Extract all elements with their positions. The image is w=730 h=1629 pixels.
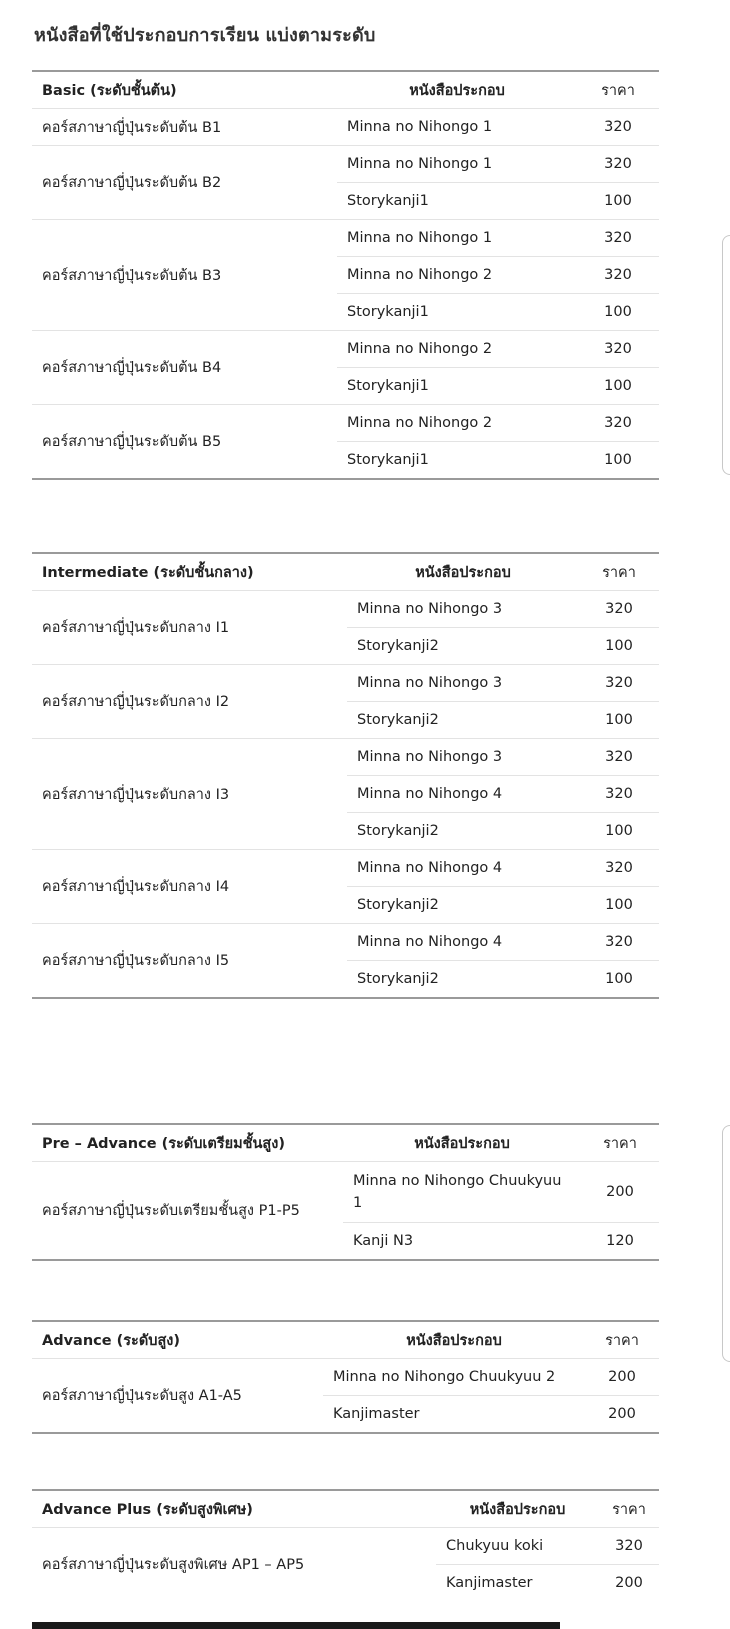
book-price: 100 — [579, 961, 659, 999]
book-title: Chukyuu koki — [436, 1528, 599, 1565]
book-price: 320 — [577, 331, 659, 368]
scroll-edge-indicator — [722, 235, 730, 475]
basic-books-table — [32, 70, 659, 480]
table-row — [32, 924, 659, 961]
table-row — [32, 1528, 659, 1565]
table-row — [32, 146, 659, 183]
section-heading: Basic (ระดับชั้นต้น) — [42, 82, 177, 99]
book-title: Minna no Nihongo 1 — [337, 220, 577, 257]
book-price: 320 — [579, 591, 659, 628]
book-price: 320 — [577, 146, 659, 183]
book-title: Minna no Nihongo 2 — [337, 331, 577, 368]
book-price: 320 — [577, 109, 659, 146]
book-price: 100 — [577, 442, 659, 480]
book-price: 320 — [579, 739, 659, 776]
book-title: Minna no Nihongo 3 — [347, 591, 579, 628]
advance-plus-books-table — [32, 1489, 659, 1601]
book-price: 200 — [599, 1565, 659, 1602]
book-title: Minna no Nihongo 2 — [337, 257, 577, 294]
book-price: 320 — [579, 924, 659, 961]
course-name: คอร์สภาษาญี่ปุ่นระดับต้น B5 — [32, 405, 337, 480]
book-title: Minna no Nihongo 4 — [347, 924, 579, 961]
book-price: 100 — [579, 887, 659, 924]
book-price: 100 — [579, 702, 659, 739]
price-column-header: ราคา — [603, 1135, 637, 1152]
course-name: คอร์สภาษาญี่ปุ่นระดับสูงพิเศษ AP1 – AP5 — [32, 1528, 436, 1602]
book-title: Minna no Nihongo 4 — [347, 776, 579, 813]
book-title: Kanji N3 — [343, 1223, 581, 1261]
course-name: คอร์สภาษาญี่ปุ่นระดับกลาง I4 — [32, 850, 347, 924]
book-title: Storykanji2 — [347, 887, 579, 924]
book-column-header: หนังสือประกอบ — [409, 82, 505, 99]
book-title: Minna no Nihongo 1 — [337, 146, 577, 183]
book-title: Storykanji1 — [337, 368, 577, 405]
table-row — [32, 109, 659, 146]
book-column-header: หนังสือประกอบ — [406, 1332, 502, 1349]
book-title: Storykanji2 — [347, 702, 579, 739]
price-column-header: ราคา — [602, 564, 636, 581]
intermediate-books-table — [32, 552, 659, 999]
table-row — [32, 739, 659, 776]
book-title: Minna no Nihongo 2 — [337, 405, 577, 442]
book-title: Minna no Nihongo Chuukyuu 2 — [323, 1359, 585, 1396]
book-price: 320 — [577, 405, 659, 442]
book-price: 200 — [585, 1396, 659, 1434]
book-price: 320 — [579, 665, 659, 702]
section-heading: Intermediate (ระดับชั้นกลาง) — [42, 564, 254, 581]
book-title: Minna no Nihongo 1 — [337, 109, 577, 146]
table-row — [32, 1359, 659, 1396]
table-row — [32, 331, 659, 368]
book-price: 200 — [581, 1162, 659, 1223]
book-title: Storykanji2 — [347, 961, 579, 999]
book-title: Minna no Nihongo 3 — [347, 665, 579, 702]
book-price: 200 — [585, 1359, 659, 1396]
book-column-header: หนังสือประกอบ — [415, 564, 511, 581]
price-column-header: ราคา — [605, 1332, 639, 1349]
book-price: 120 — [581, 1223, 659, 1261]
course-name: คอร์สภาษาญี่ปุ่นระดับต้น B2 — [32, 146, 337, 220]
book-column-header: หนังสือประกอบ — [469, 1501, 566, 1518]
book-title: Storykanji1 — [337, 442, 577, 480]
course-name: คอร์สภาษาญี่ปุ่นระดับกลาง I5 — [32, 924, 347, 999]
table-row — [32, 850, 659, 887]
pre-advance-books-table — [32, 1123, 659, 1261]
table-row — [32, 591, 659, 628]
course-name: คอร์สภาษาญี่ปุ่นระดับต้น B3 — [32, 220, 337, 331]
book-title: Minna no Nihongo 4 — [347, 850, 579, 887]
book-title: Kanjimaster — [436, 1565, 599, 1602]
book-price: 100 — [579, 813, 659, 850]
book-price: 320 — [579, 850, 659, 887]
book-column-header: หนังสือประกอบ — [414, 1135, 510, 1152]
book-price: 100 — [577, 368, 659, 405]
course-name: คอร์สภาษาญี่ปุ่นระดับต้น B4 — [32, 331, 337, 405]
scroll-edge-indicator — [722, 1125, 730, 1362]
bottom-divider-bar — [32, 1622, 560, 1629]
section-heading: Advance Plus (ระดับสูงพิเศษ) — [42, 1501, 253, 1518]
table-row — [32, 665, 659, 702]
course-name: คอร์สภาษาญี่ปุ่นระดับกลาง I2 — [32, 665, 347, 739]
book-price: 100 — [577, 183, 659, 220]
page-title: หนังสือที่ใช้ประกอบการเรียน แบ่งตามระดับ — [34, 25, 376, 46]
section-heading: Pre – Advance (ระดับเตรียมชั้นสูง) — [42, 1135, 285, 1152]
price-column-header: ราคา — [601, 82, 635, 99]
course-name: คอร์สภาษาญี่ปุ่นระดับกลาง I3 — [32, 739, 347, 850]
course-name: คอร์สภาษาญี่ปุ่นระดับเตรียมชั้นสูง P1-P5 — [32, 1162, 343, 1261]
table-row — [32, 1162, 659, 1223]
table-row — [32, 405, 659, 442]
book-title: Kanjimaster — [323, 1396, 585, 1434]
book-price: 100 — [579, 628, 659, 665]
book-title: Storykanji1 — [337, 294, 577, 331]
course-name: คอร์สภาษาญี่ปุ่นระดับกลาง I1 — [32, 591, 347, 665]
book-title: Storykanji2 — [347, 628, 579, 665]
book-price: 100 — [577, 294, 659, 331]
book-price: 320 — [579, 776, 659, 813]
book-title: Storykanji1 — [337, 183, 577, 220]
book-price: 320 — [599, 1528, 659, 1565]
book-title: Storykanji2 — [347, 813, 579, 850]
book-title: Minna no Nihongo Chuukyuu 1 — [343, 1162, 581, 1223]
section-heading: Advance (ระดับสูง) — [42, 1332, 181, 1349]
course-name: คอร์สภาษาญี่ปุ่นระดับต้น B1 — [32, 109, 337, 146]
book-title: Minna no Nihongo 3 — [347, 739, 579, 776]
course-name: คอร์สภาษาญี่ปุ่นระดับสูง A1-A5 — [32, 1359, 323, 1434]
advance-books-table — [32, 1320, 659, 1434]
price-column-header: ราคา — [612, 1501, 646, 1518]
book-price: 320 — [577, 257, 659, 294]
book-price: 320 — [577, 220, 659, 257]
table-row — [32, 220, 659, 257]
